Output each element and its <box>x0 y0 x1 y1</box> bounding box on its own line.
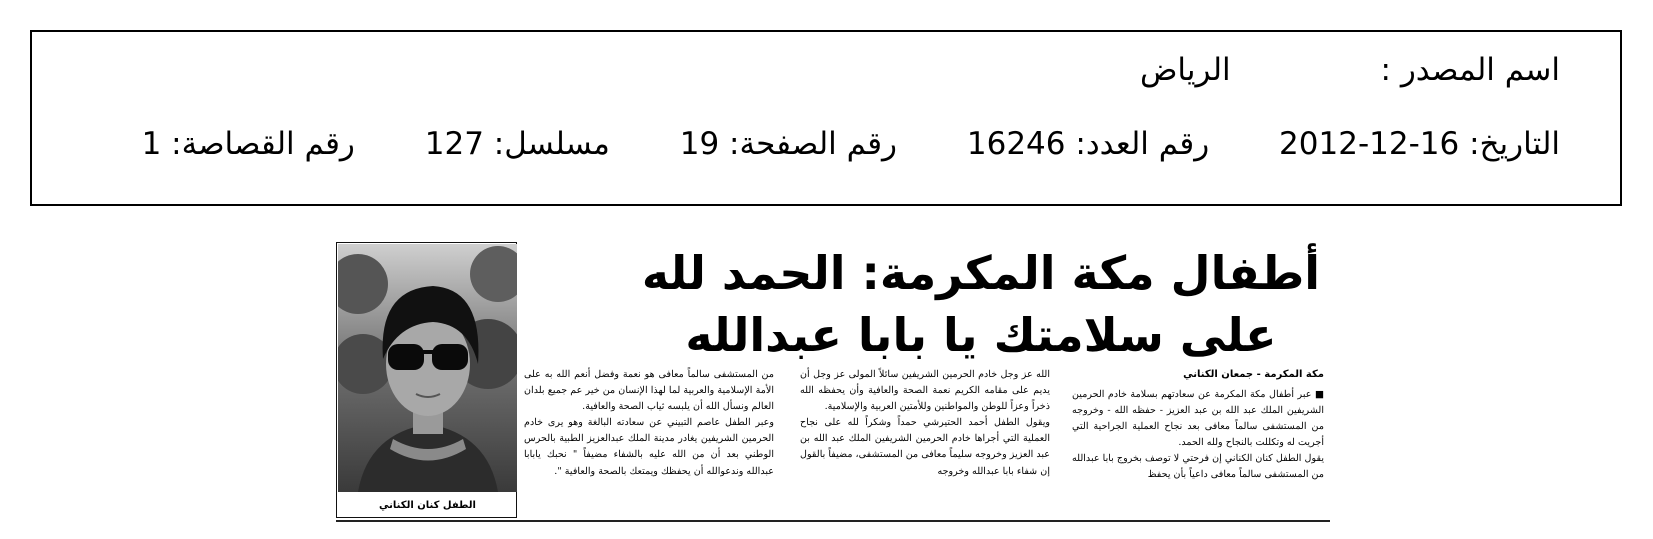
article-column-3 <box>524 367 774 480</box>
article-headline <box>636 242 1326 366</box>
serial-field: مسلسل: 127 <box>424 126 610 162</box>
date-field: التاريخ: 16-12-2012 <box>1279 126 1560 162</box>
issue-field: رقم العدد: 16246 <box>966 126 1210 162</box>
article-column-1 <box>1072 387 1324 484</box>
paragraph: يقول الطفل كنان الكناني إن فرحتي لا توصف بخروج بابا عبدالله من المستشفى سالماً معافى داعياً بأن يحفظ <box>1072 453 1324 481</box>
article-photo <box>336 242 517 518</box>
clipping-bottom-rule <box>336 520 1330 522</box>
newspaper-clipping <box>336 242 1330 522</box>
photo-caption: الطفل كنان الكناني <box>379 500 476 511</box>
article-byline: مكة المكرمة - جمعان الكناني <box>1183 369 1324 380</box>
paragraph: ويقول الطفل أحمد الحتيرشي حمداً وشكراً لله على نجاح العملية التي أجراها خادم الحرمين الشريفين الملك عبد الله بن عبد العزيز وخروجه سليماً معافى من المستشفى، مضيفاً بالقول إن شفاء بابا عبدالله وخروجه <box>800 417 1050 477</box>
clip-number-field: رقم القصاصة: 1 <box>141 126 355 162</box>
article-column-2 <box>800 367 1050 480</box>
headline-line-2: على سلامتك يا بابا عبدالله <box>685 308 1277 362</box>
headline-line-1: أطفال مكة المكرمة: الحمد لله <box>641 246 1321 300</box>
paragraph: وعبر الطفل عاصم التبيني عن سعادته البالغة وهو يرى خادم الحرمين الشريفين يغادر مدينة الملك عبدالعزيز الطبية بالحرس الوطني بعد أن من الله عليه بالشفاء مضيفاً " نحبك يابابا عبدالله وندعوالله أن يحفظك ويمتعك بالصحة والعافية ". <box>524 417 774 477</box>
paragraph: ■ عبر أطفال مكة المكرمة عن سعادتهم بسلامة خادم الحرمين الشريفين الملك عبد الله بن عبد العزيز - حفظه الله - وخروجه من المستشفى سالماً معافى بعد نجاح العملية الجراحية التي أجريت له وتكللت بالنجاح ولله الحمد. <box>1072 389 1324 449</box>
source-label: اسم المصدر : <box>1380 52 1560 88</box>
source-row <box>1140 52 1560 88</box>
paragraph: الله عز وجل خادم الحرمين الشريفين سائلاً المولى عز وجل أن يديم على مقامه الكريم نعمة الصحة والعافية وأن يحفظه الله ذخراً وعزاً للوطن والمواطنين وللأمتين العربية والإسلامية. <box>800 369 1050 413</box>
source-value: الرياض <box>1139 52 1231 88</box>
page-field: رقم الصفحة: 19 <box>679 126 898 162</box>
metadata-box <box>30 30 1622 206</box>
details-row <box>142 126 1560 162</box>
paragraph: من المستشفى سالماً معافى هو نعمة وفضل أنعم الله به على الأمة الإسلامية والعربية لما لهذا الإنسان من خير عم جميع بلدان العالم ونسأل الله أن يلبسه ثياب الصحة والعافية. <box>524 369 774 413</box>
child-portrait-image <box>338 244 517 492</box>
